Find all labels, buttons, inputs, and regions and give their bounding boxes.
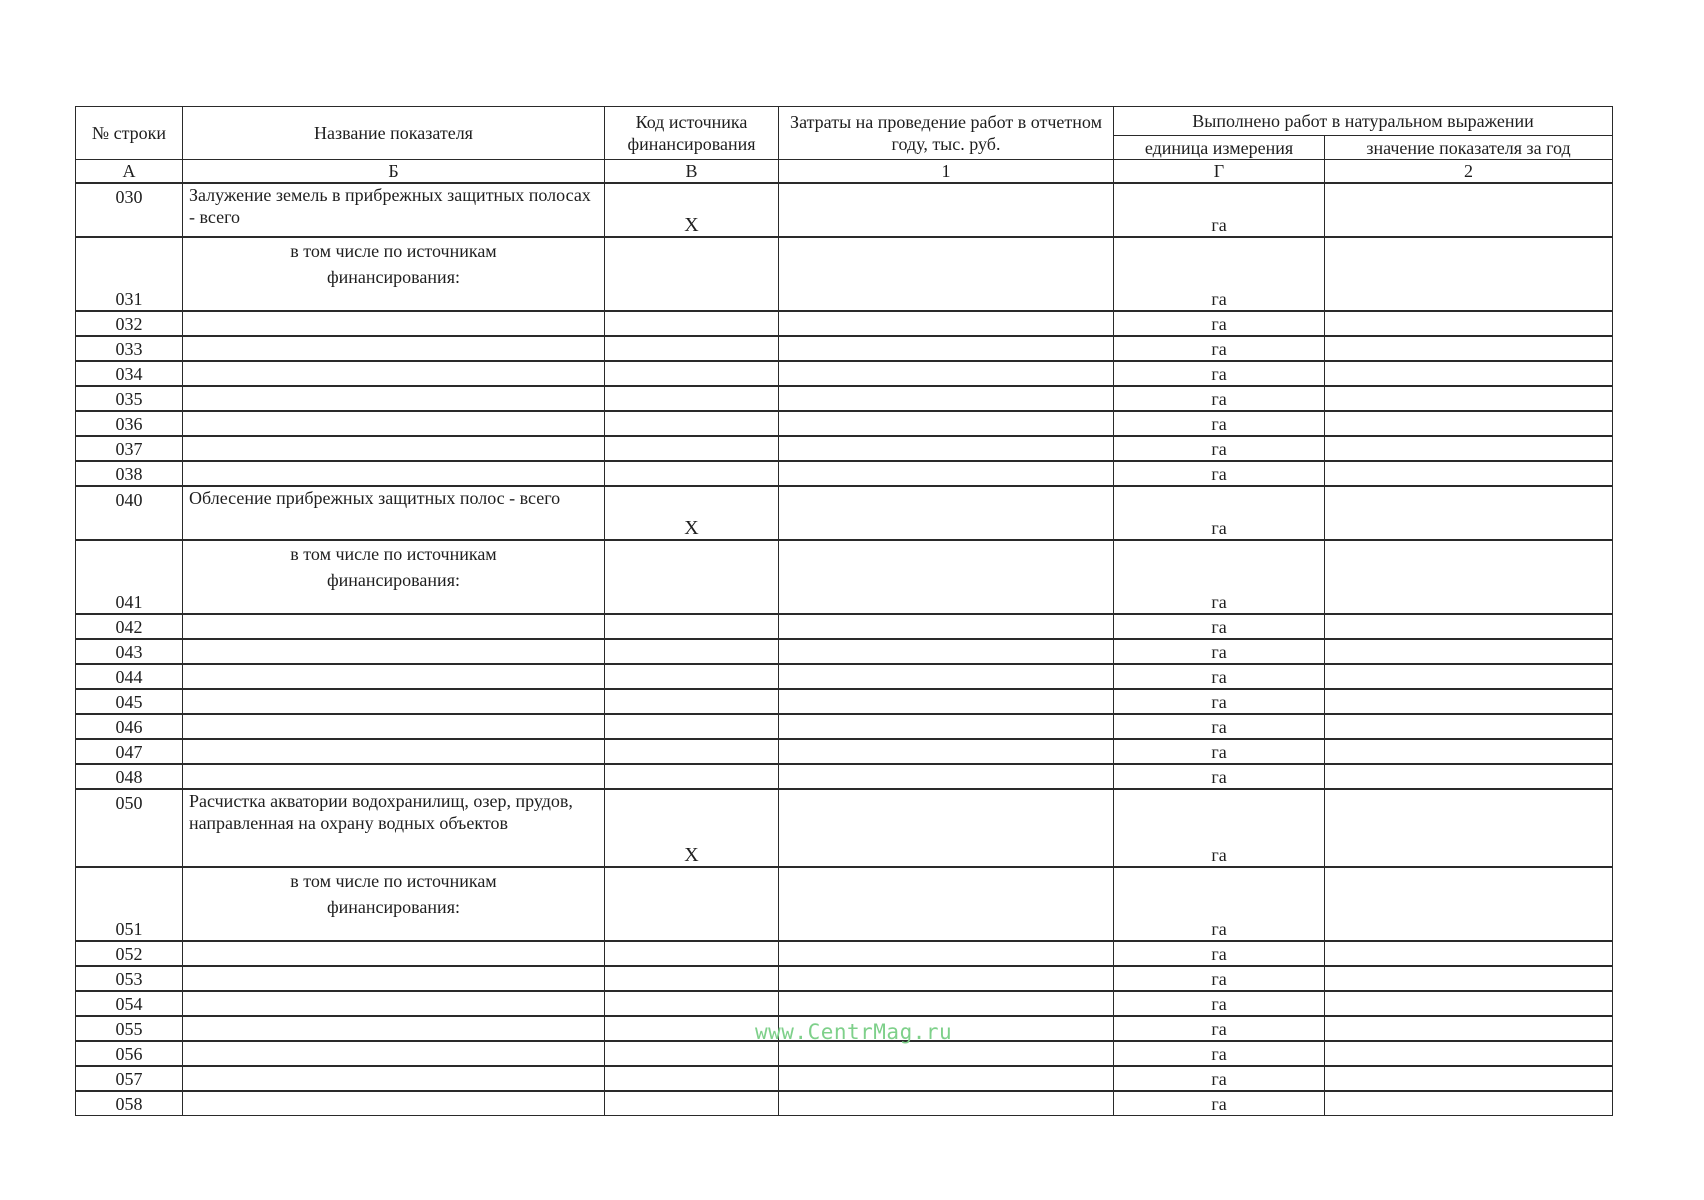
costs-cell[interactable]	[779, 311, 1114, 336]
row-number: 045	[76, 689, 183, 714]
costs-cell[interactable]	[779, 336, 1114, 361]
row-number: 047	[76, 739, 183, 764]
costs-cell[interactable]	[779, 361, 1114, 386]
costs-cell[interactable]	[779, 1091, 1114, 1116]
unit-cell: га	[1114, 664, 1325, 689]
header-col-a: А	[76, 160, 183, 184]
indicator-name: Залужение земель в прибрежных защитных полосах - всего	[183, 183, 605, 237]
indicator-name[interactable]	[183, 1041, 605, 1066]
indicator-name[interactable]	[183, 941, 605, 966]
unit-cell: га	[1114, 966, 1325, 991]
indicator-name[interactable]	[183, 1016, 605, 1041]
source-code-cell[interactable]	[605, 386, 779, 411]
row-number: 048	[76, 764, 183, 789]
header-col-1: 1	[779, 160, 1114, 184]
costs-cell[interactable]	[779, 436, 1114, 461]
unit-cell: га	[1114, 311, 1325, 336]
costs-cell[interactable]	[779, 764, 1114, 789]
source-code-cell[interactable]	[605, 1041, 779, 1066]
value-cell[interactable]	[1325, 436, 1613, 461]
value-cell[interactable]	[1325, 739, 1613, 764]
unit-cell: га	[1114, 714, 1325, 739]
row-number: 041	[76, 540, 183, 614]
table-row	[76, 764, 1613, 789]
table-row	[76, 941, 1613, 966]
value-cell[interactable]	[1325, 991, 1613, 1016]
value-cell[interactable]	[1325, 639, 1613, 664]
row-number: 034	[76, 361, 183, 386]
unit-cell: га	[1114, 1016, 1325, 1041]
table-row-total	[76, 183, 1613, 237]
table-row-sources-label	[76, 237, 1613, 311]
unit-cell: га	[1114, 689, 1325, 714]
header-annual-value: значение показателя за год	[1325, 136, 1613, 160]
report-form-table	[75, 106, 1613, 1116]
source-code-cell[interactable]	[605, 664, 779, 689]
costs-cell[interactable]	[779, 237, 1114, 311]
value-cell[interactable]	[1325, 183, 1613, 237]
unit-cell: га	[1114, 639, 1325, 664]
table-row	[76, 714, 1613, 739]
source-code-cell[interactable]	[605, 764, 779, 789]
indicator-name: Расчистка акватории водохранилищ, озер, прудов, направленная на охрану водных объектов	[183, 789, 605, 867]
sources-label: в том числе по источникам финансирования:	[183, 237, 605, 311]
value-cell[interactable]	[1325, 1041, 1613, 1066]
value-cell[interactable]	[1325, 867, 1613, 941]
unit-cell: га	[1114, 739, 1325, 764]
row-number: 037	[76, 436, 183, 461]
costs-cell[interactable]	[779, 867, 1114, 941]
indicator-name: Облесение прибрежных защитных полос - всего	[183, 486, 605, 540]
table-row-sources-label	[76, 540, 1613, 614]
unit-cell: га	[1114, 1041, 1325, 1066]
source-code-cell[interactable]	[605, 540, 779, 614]
unit-cell: га	[1114, 237, 1325, 311]
costs-cell[interactable]	[779, 664, 1114, 689]
table-row	[76, 1091, 1613, 1116]
indicator-name[interactable]	[183, 764, 605, 789]
source-code-cell[interactable]	[605, 614, 779, 639]
header-col-v: В	[605, 160, 779, 184]
indicator-name[interactable]	[183, 739, 605, 764]
header-costs: Затраты на проведение работ в отчетном году, тыс. руб.	[779, 107, 1114, 160]
table-row	[76, 361, 1613, 386]
table-row	[76, 689, 1613, 714]
header-indicator-name: Название показателя	[183, 107, 605, 160]
header-col-b: Б	[183, 160, 605, 184]
indicator-name[interactable]	[183, 336, 605, 361]
unit-cell: га	[1114, 386, 1325, 411]
indicator-name[interactable]	[183, 386, 605, 411]
value-cell[interactable]	[1325, 1066, 1613, 1091]
row-number: 056	[76, 1041, 183, 1066]
row-number: 031	[76, 237, 183, 311]
indicator-name[interactable]	[183, 1066, 605, 1091]
indicator-name[interactable]	[183, 436, 605, 461]
indicator-name[interactable]	[183, 361, 605, 386]
indicator-name[interactable]	[183, 614, 605, 639]
row-number: 038	[76, 461, 183, 486]
table-row	[76, 1066, 1613, 1091]
row-number: 042	[76, 614, 183, 639]
unit-cell: га	[1114, 461, 1325, 486]
value-cell[interactable]	[1325, 1091, 1613, 1116]
table-row	[76, 436, 1613, 461]
value-cell[interactable]	[1325, 237, 1613, 311]
table-row	[76, 614, 1613, 639]
source-code-cell[interactable]	[605, 411, 779, 436]
row-number: 033	[76, 336, 183, 361]
row-number: 030	[76, 183, 183, 237]
indicator-name[interactable]	[183, 639, 605, 664]
row-number: 032	[76, 311, 183, 336]
source-code-cell[interactable]	[605, 1016, 779, 1041]
costs-cell[interactable]	[779, 739, 1114, 764]
value-cell[interactable]	[1325, 411, 1613, 436]
unit-cell: га	[1114, 867, 1325, 941]
unit-cell: га	[1114, 336, 1325, 361]
value-cell[interactable]	[1325, 664, 1613, 689]
unit-cell: га	[1114, 991, 1325, 1016]
indicator-name[interactable]	[183, 689, 605, 714]
unit-cell: га	[1114, 1091, 1325, 1116]
source-code-cell[interactable]	[605, 436, 779, 461]
indicator-name[interactable]	[183, 1091, 605, 1116]
costs-cell[interactable]	[779, 1041, 1114, 1066]
table-row-sources-label	[76, 867, 1613, 941]
value-cell[interactable]	[1325, 311, 1613, 336]
costs-cell[interactable]	[779, 639, 1114, 664]
value-cell[interactable]	[1325, 689, 1613, 714]
header-col-g: Г	[1114, 160, 1325, 184]
row-number: 040	[76, 486, 183, 540]
value-cell[interactable]	[1325, 941, 1613, 966]
indicator-name[interactable]	[183, 311, 605, 336]
indicator-name[interactable]	[183, 461, 605, 486]
table-row-total	[76, 486, 1613, 540]
row-number: 043	[76, 639, 183, 664]
costs-cell[interactable]	[779, 540, 1114, 614]
source-code-cell[interactable]	[605, 739, 779, 764]
costs-cell[interactable]	[779, 789, 1114, 867]
row-number: 046	[76, 714, 183, 739]
source-code-cell[interactable]	[605, 311, 779, 336]
unit-cell: га	[1114, 411, 1325, 436]
source-code-cell: X	[605, 789, 779, 867]
unit-cell: га	[1114, 436, 1325, 461]
sources-label: в том числе по источникам финансирования:	[183, 867, 605, 941]
source-code-cell[interactable]	[605, 461, 779, 486]
source-code-cell: X	[605, 183, 779, 237]
unit-cell: га	[1114, 1066, 1325, 1091]
table-header	[76, 107, 1613, 184]
row-number: 057	[76, 1066, 183, 1091]
unit-cell: га	[1114, 764, 1325, 789]
value-cell[interactable]	[1325, 486, 1613, 540]
table-row	[76, 311, 1613, 336]
costs-cell[interactable]	[779, 1066, 1114, 1091]
source-code-cell[interactable]	[605, 714, 779, 739]
unit-cell: га	[1114, 486, 1325, 540]
row-number: 036	[76, 411, 183, 436]
indicator-name[interactable]	[183, 664, 605, 689]
row-number: 051	[76, 867, 183, 941]
costs-cell[interactable]	[779, 614, 1114, 639]
source-code-cell[interactable]	[605, 237, 779, 311]
table-row-total	[76, 789, 1613, 867]
source-code-cell[interactable]	[605, 1066, 779, 1091]
unit-cell: га	[1114, 540, 1325, 614]
table-row	[76, 386, 1613, 411]
header-physical-volume: Выполнено работ в натуральном выражении	[1114, 107, 1613, 136]
costs-cell[interactable]	[779, 714, 1114, 739]
sources-label: в том числе по источникам финансирования:	[183, 540, 605, 614]
value-cell[interactable]	[1325, 714, 1613, 739]
unit-cell: га	[1114, 183, 1325, 237]
table-row	[76, 664, 1613, 689]
row-number: 055	[76, 1016, 183, 1041]
row-number: 035	[76, 386, 183, 411]
unit-cell: га	[1114, 361, 1325, 386]
indicator-name[interactable]	[183, 966, 605, 991]
value-cell[interactable]	[1325, 1016, 1613, 1041]
table-row	[76, 639, 1613, 664]
row-number: 050	[76, 789, 183, 867]
value-cell[interactable]	[1325, 336, 1613, 361]
unit-cell: га	[1114, 614, 1325, 639]
costs-cell[interactable]	[779, 411, 1114, 436]
table-row	[76, 966, 1613, 991]
value-cell[interactable]	[1325, 386, 1613, 411]
source-code-cell[interactable]	[605, 336, 779, 361]
value-cell[interactable]	[1325, 789, 1613, 867]
source-code-cell[interactable]	[605, 1091, 779, 1116]
table-row	[76, 991, 1613, 1016]
unit-cell: га	[1114, 789, 1325, 867]
header-source-code: Код источника финансирования	[605, 107, 779, 160]
costs-cell[interactable]	[779, 461, 1114, 486]
value-cell[interactable]	[1325, 764, 1613, 789]
source-code-cell: X	[605, 486, 779, 540]
costs-cell[interactable]	[779, 991, 1114, 1016]
table-row	[76, 1041, 1613, 1066]
source-code-cell[interactable]	[605, 991, 779, 1016]
table-body	[76, 183, 1613, 1116]
costs-cell[interactable]	[779, 386, 1114, 411]
source-code-cell[interactable]	[605, 966, 779, 991]
source-code-cell[interactable]	[605, 639, 779, 664]
source-code-cell[interactable]	[605, 689, 779, 714]
value-cell[interactable]	[1325, 461, 1613, 486]
costs-cell[interactable]	[779, 941, 1114, 966]
row-number: 044	[76, 664, 183, 689]
costs-cell[interactable]	[779, 966, 1114, 991]
costs-cell[interactable]	[779, 486, 1114, 540]
row-number: 052	[76, 941, 183, 966]
source-code-cell[interactable]	[605, 867, 779, 941]
indicator-name[interactable]	[183, 714, 605, 739]
value-cell[interactable]	[1325, 614, 1613, 639]
costs-cell[interactable]	[779, 689, 1114, 714]
row-number: 058	[76, 1091, 183, 1116]
indicator-name[interactable]	[183, 991, 605, 1016]
table-row	[76, 739, 1613, 764]
header-row-number: № строки	[76, 107, 183, 160]
header-unit: единица измерения	[1114, 136, 1325, 160]
header-col-2: 2	[1325, 160, 1613, 184]
unit-cell: га	[1114, 941, 1325, 966]
row-number: 054	[76, 991, 183, 1016]
value-cell[interactable]	[1325, 361, 1613, 386]
row-number: 053	[76, 966, 183, 991]
source-code-cell[interactable]	[605, 941, 779, 966]
indicator-name[interactable]	[183, 411, 605, 436]
value-cell[interactable]	[1325, 540, 1613, 614]
costs-cell[interactable]	[779, 183, 1114, 237]
table-row	[76, 461, 1613, 486]
source-code-cell[interactable]	[605, 361, 779, 386]
table-row	[76, 411, 1613, 436]
table-row	[76, 336, 1613, 361]
watermark: www.CentrMag.ru	[755, 1020, 953, 1044]
value-cell[interactable]	[1325, 966, 1613, 991]
